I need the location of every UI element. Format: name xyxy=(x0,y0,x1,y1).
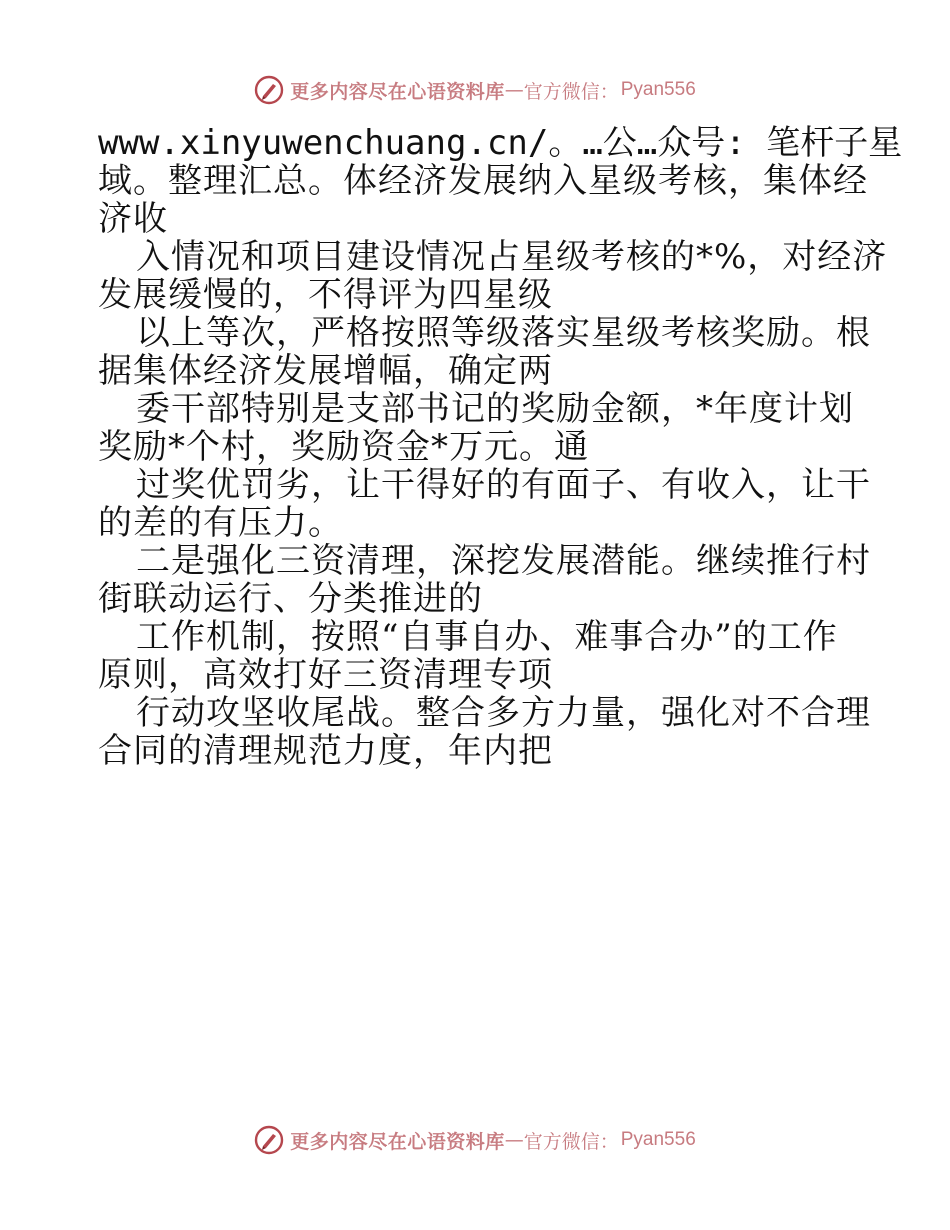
text-line: 过奖优罚劣，让干得好的有面子、有收入，让干 xyxy=(136,465,871,505)
pen-logo-icon xyxy=(254,75,284,105)
header-banner xyxy=(0,70,950,110)
banner-dash: — xyxy=(504,1129,524,1151)
text-line: 入情况和项目建设情况占星级考核的*%，对经济 xyxy=(136,237,888,277)
text-line: 二是强化三资清理，深挖发展潜能。继续推行村 xyxy=(136,541,871,581)
banner-wechat-id: Pyan556 xyxy=(620,1129,696,1150)
text-line: 的差的有压力。 xyxy=(98,503,343,543)
text-line: 合同的清理规范力度，年内把 xyxy=(98,731,553,771)
text-line: 域。整理汇总。体经济发展纳入星级考核，集体经 xyxy=(98,161,868,201)
banner-title: 更多内容尽在心语资料库 xyxy=(290,1130,505,1153)
text-line: 济收 xyxy=(98,199,168,239)
text-line: 工作机制，按照“自事自办、难事合办”的工作 xyxy=(136,617,838,657)
document-body xyxy=(98,123,903,771)
text-line: 原则，高效打好三资清理专项 xyxy=(98,655,553,695)
text-line: 奖励*个村，奖励资金*万元。通 xyxy=(98,427,589,467)
text-line: 街联动运行、分类推进的 xyxy=(98,579,483,619)
banner-dash: — xyxy=(504,79,524,101)
text-line: 发展缓慢的，不得评为四星级 xyxy=(98,275,553,315)
footer-banner xyxy=(0,1120,950,1160)
text-line: 以上等次，严格按照等级落实星级考核奖励。根 xyxy=(136,313,871,353)
text-line: 委干部特别是支部书记的奖励金额，*年度计划 xyxy=(136,389,854,429)
text-line: 行动攻坚收尾战。整合多方力量，强化对不合理 xyxy=(136,693,871,733)
text-line: 据集体经济发展增幅，确定两 xyxy=(98,351,553,391)
banner-wechat-id: Pyan556 xyxy=(620,79,696,100)
text-line: www.xinyuwenchuang.cn/。…公…众号: 笔杆子星 xyxy=(98,123,903,163)
banner-title: 更多内容尽在心语资料库 xyxy=(290,80,505,103)
banner-wechat-label: 官方微信： xyxy=(523,80,619,103)
pen-logo-icon xyxy=(254,1125,284,1155)
banner-wechat-label: 官方微信： xyxy=(523,1130,619,1153)
